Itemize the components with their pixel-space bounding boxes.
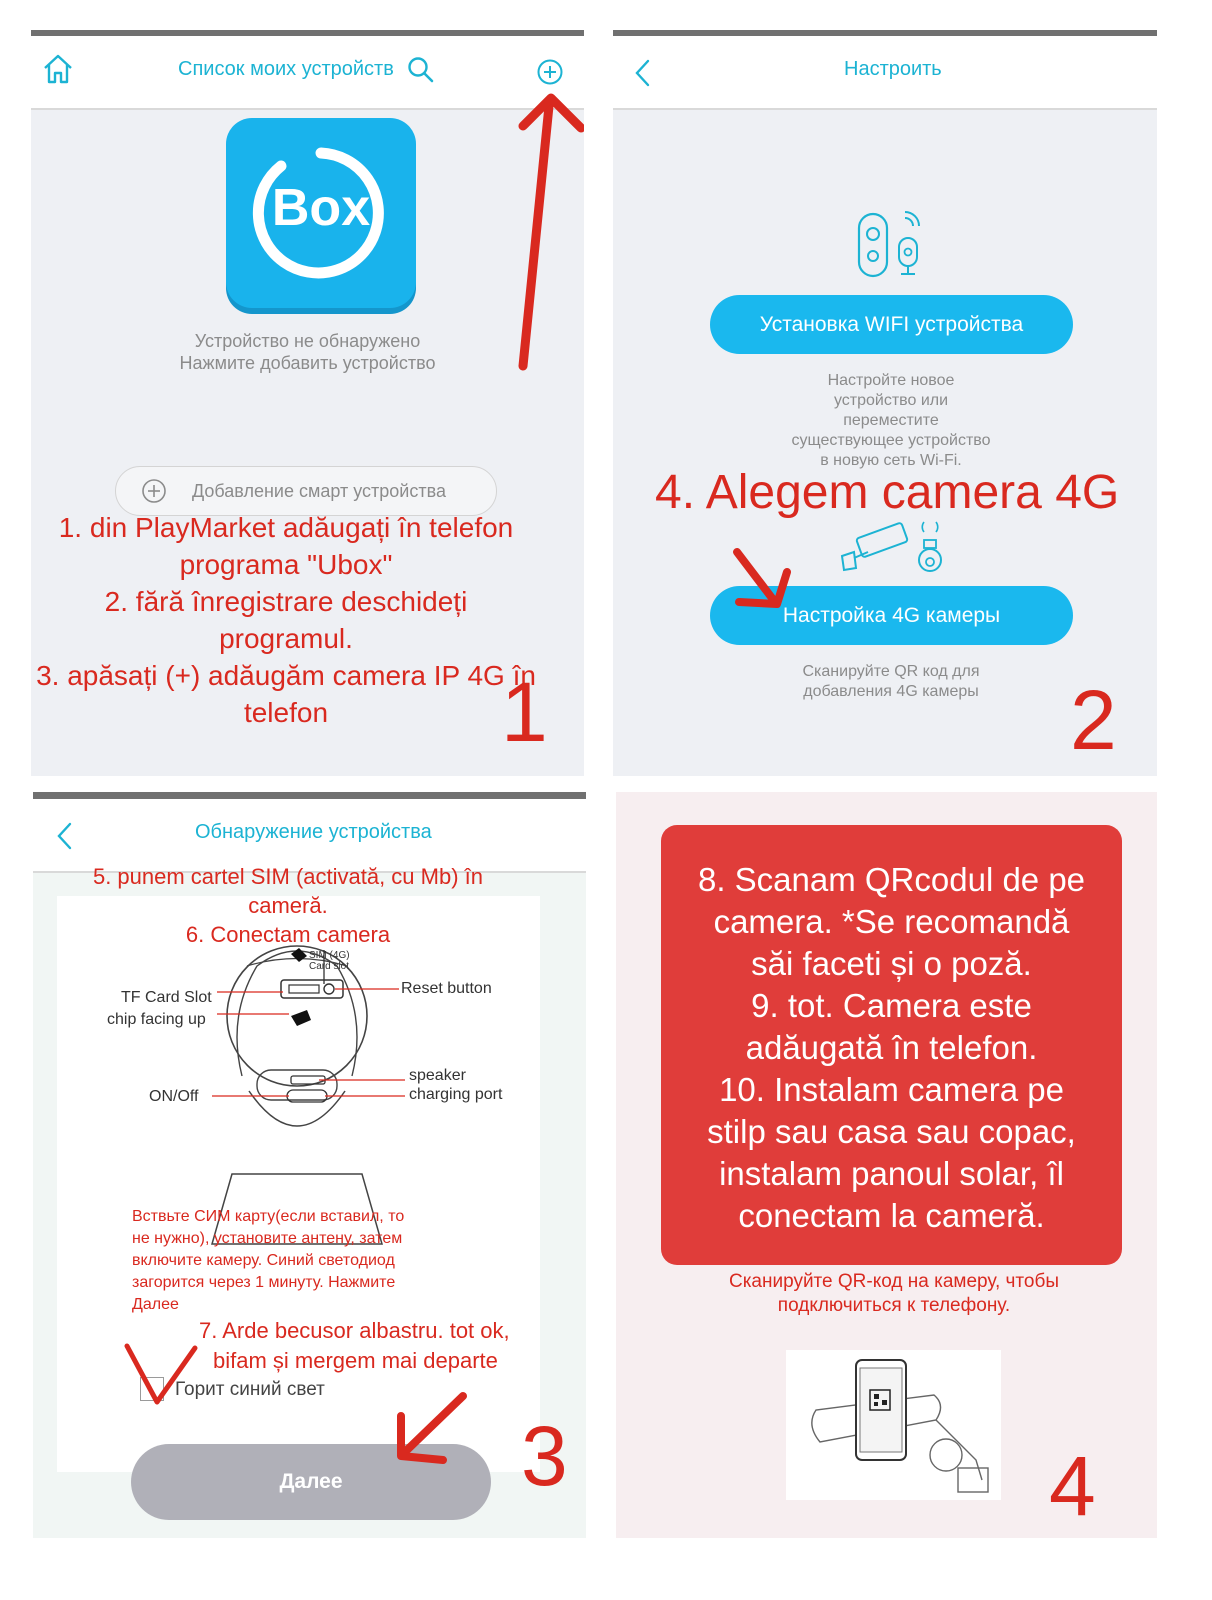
instruction-line: загорится через 1 минуту. Нажмите	[132, 1274, 396, 1291]
annotation-line: programul.	[219, 623, 353, 654]
red-arrow-annotation	[725, 546, 795, 616]
card-line: conectam la cameră.	[738, 1197, 1045, 1234]
page-title: Список моих устройств	[178, 58, 394, 80]
diagram-label-charging: charging port	[409, 1086, 503, 1103]
annotation-line: cameră.	[248, 893, 328, 918]
annotation-line: bifam și mergem mai departe	[213, 1348, 498, 1373]
instruction-text	[132, 1206, 404, 1316]
card-line: instalam panoul solar, îl	[719, 1155, 1064, 1192]
instruction-line: Вствьте СИМ карту(если вставил, то	[132, 1208, 405, 1225]
setup-header	[613, 30, 1157, 110]
empty-state-line-1: Устройство не обнаружено	[194, 331, 421, 351]
diagram-label-sim: SIM (4G)	[309, 950, 350, 961]
empty-state-line-2: Нажмите добавить устройство	[179, 353, 436, 373]
diagram-label-onoff: ON/Off	[149, 1088, 199, 1105]
wifi-doorbell-camera-icon	[855, 208, 927, 280]
annotation-line: telefon	[243, 697, 329, 728]
4g-camera-setup-button[interactable]: Настройка 4G камеры	[710, 586, 1073, 645]
annotation-line: 2. fără înregistrare deschideți	[104, 586, 468, 617]
instruction-line: включите камеру. Синий светодиод	[132, 1252, 395, 1269]
annotation-line: 5. punem cartel SIM (activată, cu Mb) în	[92, 864, 484, 889]
instruction-card	[661, 825, 1122, 1265]
4g-desc-line: добавления 4G камеры	[803, 683, 979, 700]
back-chevron-icon[interactable]	[633, 58, 653, 88]
step-number-2: 2	[1070, 673, 1117, 767]
red-arrow-annotation	[385, 1390, 475, 1470]
wifi-desc-line: существующее устройство	[791, 432, 991, 449]
logo-text: Box	[271, 179, 371, 237]
wifi-desc-line: Настройте новое	[827, 372, 955, 389]
wifi-desc-line: переместите	[843, 412, 939, 429]
annotation-line: 7. Arde becusor albastru. tot ok,	[199, 1318, 510, 1343]
next-button[interactable]: Далее	[131, 1444, 491, 1520]
panel-device-list	[31, 30, 584, 776]
ubox-logo	[226, 118, 416, 308]
red-checkmark-annotation	[121, 1340, 201, 1410]
instruction-line: не нужно), установите антену, затем	[132, 1230, 403, 1247]
diagram-label-speaker: speaker	[409, 1067, 466, 1084]
page-title: Настроить	[844, 58, 942, 80]
4g-desc-line: Сканируйте QR код для	[802, 663, 980, 680]
blue-light-checkbox-label: Горит синий свет	[175, 1379, 325, 1400]
diagram-label-tf-card: TF Card Slot	[121, 989, 212, 1006]
annotation-line: 6. Conectam camera	[185, 922, 391, 947]
red-arrow-annotation	[501, 86, 584, 376]
panel-qr-scan	[616, 792, 1157, 1538]
wifi-setup-button[interactable]: Установка WIFI устройства	[710, 295, 1073, 354]
scan-hint	[616, 1270, 1157, 1318]
add-smart-device-label: Добавление смарт устройства	[192, 481, 446, 501]
annotation-steps-5-6	[33, 862, 543, 949]
card-line: 9. tot. Camera este	[751, 987, 1032, 1024]
wifi-desc-line: устройство или	[833, 392, 949, 409]
annotation-step-7	[199, 1316, 510, 1376]
panel-setup	[613, 30, 1157, 776]
step-number-4: 4	[1049, 1439, 1096, 1533]
diagram-label-card: Card slot	[309, 961, 350, 972]
home-icon[interactable]	[41, 52, 75, 86]
plus-circle-icon	[141, 478, 167, 504]
step-number-3: 3	[521, 1409, 568, 1503]
qr-scan-illustration	[786, 1350, 1001, 1500]
search-icon[interactable]	[407, 56, 435, 84]
scan-hint-line: Сканируйте QR-код на камеру, чтобы	[728, 1271, 1060, 1292]
annotation-line: programa "Ubox"	[179, 549, 393, 580]
card-line: stilp sau casa sau copac,	[707, 1113, 1076, 1150]
detection-header	[33, 792, 586, 873]
diagram-label-reset: Reset button	[401, 980, 492, 997]
4g-camera-icon	[838, 512, 948, 578]
panel-device-detection	[33, 792, 586, 1538]
page-title: Обнаружение устройства	[195, 821, 432, 843]
add-device-plus-icon[interactable]	[536, 58, 564, 86]
annotation-step-4: 4. Alegem camera 4G	[655, 466, 1120, 519]
annotation-steps-1-3	[31, 509, 561, 731]
step-number-1: 1	[501, 665, 548, 759]
card-line: săi faceti și o poză.	[751, 945, 1032, 982]
scan-hint-line: подключиться к телефону.	[777, 1295, 1011, 1316]
card-line: 8. Scanam QRcodul de pe	[697, 861, 1086, 898]
card-line: adăugată în telefon.	[745, 1029, 1038, 1066]
diagram-label-chip: chip facing up	[107, 1011, 206, 1028]
annotation-line: 3. apăsați (+) adăugăm camera IP 4G în	[36, 660, 536, 691]
back-chevron-icon[interactable]	[55, 821, 75, 851]
wifi-desc-line: в новую сеть Wi-Fi.	[820, 452, 962, 469]
card-line: 10. Instalam camera pe	[719, 1071, 1064, 1108]
card-line: camera. *Se recomandă	[713, 903, 1070, 940]
annotation-line: 1. din PlayMarket adăugați în telefon	[58, 512, 514, 543]
instruction-line: Далее	[132, 1296, 179, 1313]
